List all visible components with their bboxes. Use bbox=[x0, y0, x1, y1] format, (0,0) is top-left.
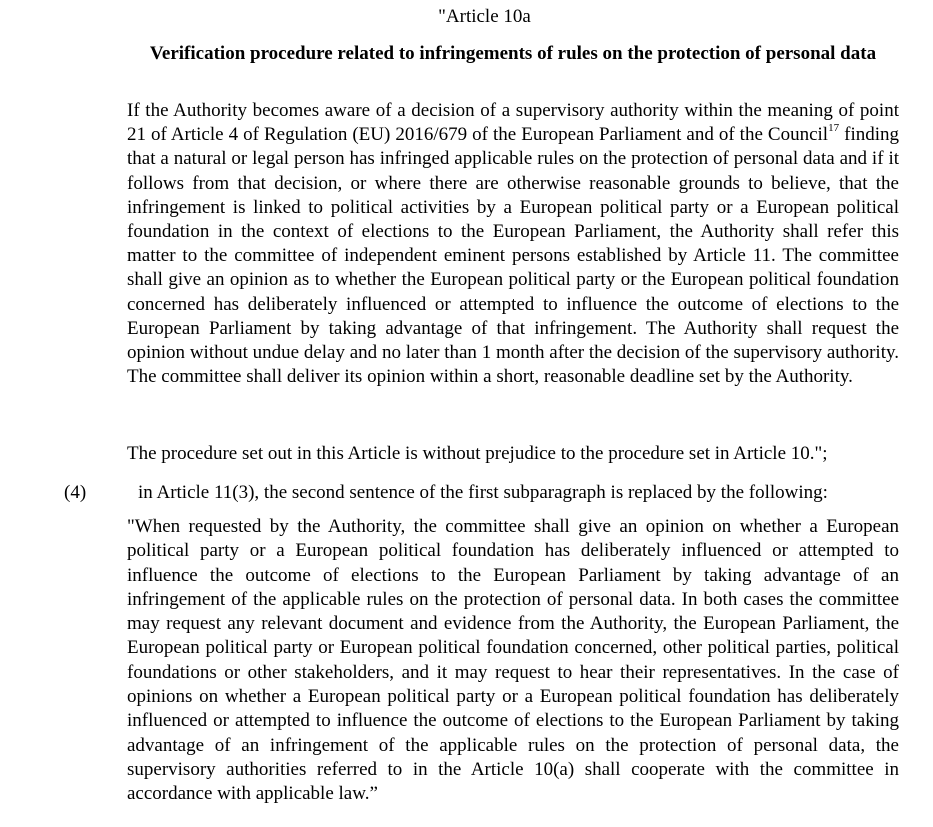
article-title: Verification procedure related to infringements of rules on the protection of personal data bbox=[149, 43, 877, 64]
replacement-paragraph: "When requested by the Authority, the committee shall give an opinion on whether a European political party or a European political foundation has deliberately influenced or attempted to influence the outcome of elections to the European Parliament by taking advantage of an infringement of the applicable rules on the protection of personal data. In both cases the committee may request any relevant document and evidence from the Authority, the European Parliament, the European political party or European political foundation concerned, other political parties, political foundations or other stakeholders, and it may request to hear their representatives. In the case of opinions on whether a European political party or a European political foundation has deliberately influenced or attempted to influence the outcome of elections to the European Parliament by taking advantage of an infringement of the applicable rules on the protection of personal data, the supervisory authorities referred to in the Article 10(a) shall cooperate with the committee in accordance with applicable law.” bbox=[127, 516, 899, 805]
article-paragraph-1 bbox=[127, 99, 899, 389]
paragraph-1-text-start: If the Authority becomes aware of a decision of a supervisory authority within the meaning of point 21 of Article 4 of Regulation (EU) 2016/679 of the European Parliament and of the Council bbox=[127, 100, 899, 146]
point-number: (4) bbox=[64, 482, 87, 503]
footnote-reference[interactable]: 17 bbox=[828, 122, 840, 135]
paragraph-1-text-end: finding that a natural or legal person has infringed applicable rules on the protection of personal data and if it follows from that decision, or where there are otherwise reasonable grounds to believe, that the infringement is linked to political activities by a European political party or a European political foundation in the context of elections to the European Parliament, the Authority shall refer this matter to the committee of independent eminent persons established by Article 11. The committee shall give an opinion as to whether the European political party or the European political foundation concerned has deliberately influenced or attempted to influence the outcome of elections to the European Parliament by taking advantage of that infringement. The Authority shall request the opinion without undue delay and no later than 1 month after the decision of the supervisory authority. The committee shall deliver its opinion within a short, reasonable deadline set by the Authority. bbox=[127, 124, 899, 388]
point-text: in Article 11(3), the second sentence of the first subparagraph is replaced by the following: bbox=[138, 482, 828, 503]
article-number: "Article 10a bbox=[438, 6, 531, 27]
article-paragraph-2: The procedure set out in this Article is without prejudice to the procedure set in Article 10."; bbox=[127, 443, 828, 464]
